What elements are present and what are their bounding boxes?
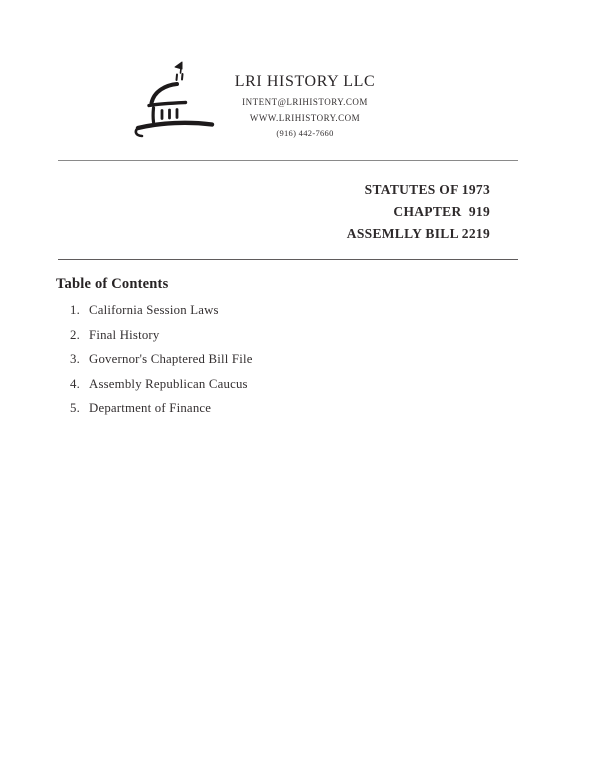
toc-item xyxy=(70,303,390,328)
toc-title: Table of Contents xyxy=(56,276,169,292)
toc-item xyxy=(70,377,390,402)
letterhead xyxy=(215,73,395,138)
company-name: LRI HISTORY LLC xyxy=(234,73,376,90)
capitol-dome-logo-icon xyxy=(126,58,218,144)
company-website: WWW.LRIHISTORY.COM xyxy=(249,113,361,123)
toc-item-label: California Session Laws xyxy=(89,303,219,317)
toc-item xyxy=(70,401,390,426)
toc-item-label: Final History xyxy=(89,327,160,342)
toc-item-number: 5. xyxy=(70,401,80,416)
divider-top xyxy=(58,160,518,161)
bill-reference-block xyxy=(240,179,490,245)
toc-item-number: 4. xyxy=(70,376,80,391)
assembly-bill-line: ASSEMLLY BILL 2219 xyxy=(346,226,490,241)
toc-item xyxy=(70,352,390,377)
chapter-line: CHAPTER 919 xyxy=(393,204,490,219)
toc-item-label: Governor's Chaptered Bill File xyxy=(89,352,253,367)
toc-item-label: Department of Finance xyxy=(89,401,212,416)
toc-item-number: 3. xyxy=(70,352,80,367)
divider-bottom xyxy=(58,259,518,260)
toc-list xyxy=(70,303,390,426)
toc-item-number: 1. xyxy=(70,303,80,317)
statutes-line: STATUTES OF 1973 xyxy=(364,182,490,197)
toc-item-number: 2. xyxy=(70,327,80,342)
toc-item-label: Assembly Republican Caucus xyxy=(89,376,248,391)
toc-item xyxy=(70,328,390,353)
company-email: INTENT@LRIHISTORY.COM xyxy=(242,97,368,107)
company-phone: (916) 442-7660 xyxy=(276,128,334,138)
